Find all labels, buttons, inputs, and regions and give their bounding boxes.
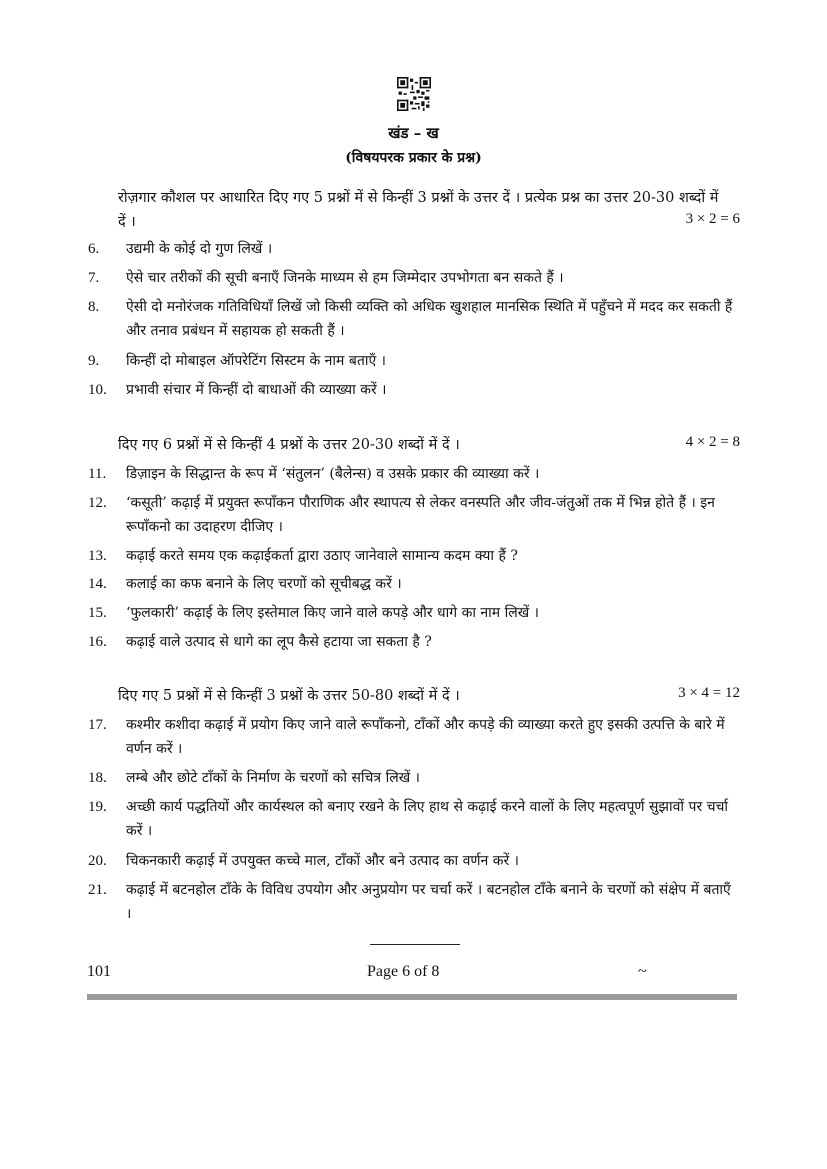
- question-text: किन्हीं दो मोबाइल ऑपरेटिंग सिस्टम के नाम बताएँ ।: [126, 353, 386, 369]
- question-20: [88, 849, 740, 873]
- question-number: 18.: [88, 770, 107, 786]
- question-number: 6.: [88, 241, 100, 257]
- section-title: खंड – ख: [388, 124, 439, 142]
- question-19: [88, 795, 740, 843]
- question-number: 16.: [88, 634, 107, 650]
- question-text: कढ़ाई में बटनहोल टाँके के विविध उपयोग और अनुप्रयोग पर चर्चा करें । बटनहोल टाँके बनाने के चरणों को संक्षेप में बताएँ ।: [126, 882, 731, 922]
- question-text: ‘कसूती’ कढ़ाई में प्रयुक्त रूपाँकन पौराणिक और स्थापत्य से लेकर वनस्पति और जीव-जंतुओं तक में भिन्न होते हैं । इन रूपाँकनो का उदाहरण दीजिए ।: [126, 495, 715, 535]
- group-1-marks: 3 × 2 = 6: [685, 211, 740, 227]
- question-text: डिज़ाइन के सिद्धान्त के रूप में ‘संतुलन’ (बैलेन्स) व उसके प्रकार की व्याख्या करें ।: [126, 466, 540, 482]
- question-text: कढ़ाई करते समय एक कढ़ाईकर्ता द्वारा उठाए जानेवाले सामान्य कदम क्या हैं ?: [126, 548, 518, 564]
- question-text: कश्मीर कशीदा कढ़ाई में प्रयोग किए जाने वाले रूपाँकनो, टाँकों और कपड़े की व्याख्या करते हुए इसकी उत्पत्ति के बारे में वर्णन करें ।: [126, 717, 725, 757]
- page-number: Page 6 of 8: [367, 963, 440, 980]
- question-number: 14.: [88, 576, 107, 592]
- question-6: [88, 237, 740, 261]
- group-1-instruction: रोज़गार कौशल पर आधारित दिए गए 5 प्रश्नों में से किन्हीं 3 प्रश्नों के उत्तर दें । प्रत्येक प्रश्न का उत्तर 20-30 शब्दों में दें ।: [118, 190, 719, 230]
- question-16: [88, 630, 740, 654]
- group-2-instruction: दिए गए 6 प्रश्नों में से किन्हीं 4 प्रश्नों के उत्तर 20-30 शब्दों में दें ।: [118, 437, 460, 453]
- paper-code: 101: [87, 963, 111, 980]
- question-text: ऐसे चार तरीकों की सूची बनाएँ जिनके माध्यम से हम जिम्मेदार उपभोगता बन सकते हैं ।: [126, 270, 564, 286]
- question-18: [88, 766, 740, 790]
- question-10: [88, 378, 740, 402]
- question-9: [88, 349, 740, 373]
- question-number: 8.: [88, 299, 100, 315]
- question-number: 20.: [88, 853, 107, 869]
- question-number: 10.: [88, 382, 107, 398]
- qr-code-icon: [397, 77, 431, 111]
- question-text: उद्यमी के कोई दो गुण लिखें ।: [126, 241, 273, 257]
- question-number: 17.: [88, 717, 107, 733]
- question-text: चिकनकारी कढ़ाई में उपयुक्त कच्चे माल, टाँकों और बने उत्पाद का वर्णन करें ।: [126, 853, 519, 869]
- question-number: 12.: [88, 495, 107, 511]
- question-13: [88, 544, 740, 568]
- group-3-marks: 3 × 4 = 12: [678, 685, 740, 701]
- question-number: 19.: [88, 799, 107, 815]
- question-17: [88, 713, 740, 761]
- question-11: [88, 462, 740, 486]
- question-number: 13.: [88, 548, 107, 564]
- question-12: [88, 491, 740, 539]
- question-text: कलाई का कफ बनाने के लिए चरणों को सूचीबद्ध करें ।: [126, 576, 402, 592]
- question-number: 21.: [88, 882, 107, 898]
- question-8: [88, 295, 740, 343]
- question-14: [88, 572, 740, 596]
- footer-mark: ~: [638, 963, 647, 980]
- question-text: ‘फुलकारी’ कढ़ाई के लिए इस्तेमाल किए जाने वाले कपड़े और धागे का नाम लिखें ।: [126, 605, 539, 621]
- group-2-marks: 4 × 2 = 8: [685, 434, 740, 450]
- question-number: 9.: [88, 353, 100, 369]
- question-text: प्रभावी संचार में किन्हीं दो बाधाओं की व्याख्या करें ।: [126, 382, 387, 398]
- section-subtitle: (विषयपरक प्रकार के प्रश्न): [345, 150, 482, 166]
- group-3-instruction: दिए गए 5 प्रश्नों में से किन्हीं 3 प्रश्नों के उत्तर 50-80 शब्दों में दें ।: [118, 688, 460, 704]
- question-number: 15.: [88, 605, 107, 621]
- footer-bar: [87, 994, 737, 1000]
- end-divider: [370, 944, 460, 945]
- question-15: [88, 601, 740, 625]
- question-number: 11.: [88, 466, 107, 482]
- question-number: 7.: [88, 270, 100, 286]
- question-text: कढ़ाई वाले उत्पाद से धागे का लूप कैसे हटाया जा सकता है ?: [126, 634, 432, 650]
- question-text: ऐसी दो मनोरंजक गतिविधियाँ लिखें जो किसी व्यक्ति को अधिक खुशहाल मानसिक स्थिति में पहुँचने में मदद कर सकती हैं और तनाव प्रबंधन में सहायक हो सकती हैं ।: [126, 299, 733, 339]
- question-text: लम्बे और छोटे टाँकों के निर्माण के चरणों को सचित्र लिखें ।: [126, 770, 420, 786]
- question-text: अच्छी कार्य पद्धतियों और कार्यस्थल को बनाए रखने के लिए हाथ से कढ़ाई करने वालों के लिए महत्वपूर्ण सुझावों पर चर्चा करें ।: [126, 799, 729, 839]
- question-21: [88, 878, 740, 926]
- question-7: [88, 266, 740, 290]
